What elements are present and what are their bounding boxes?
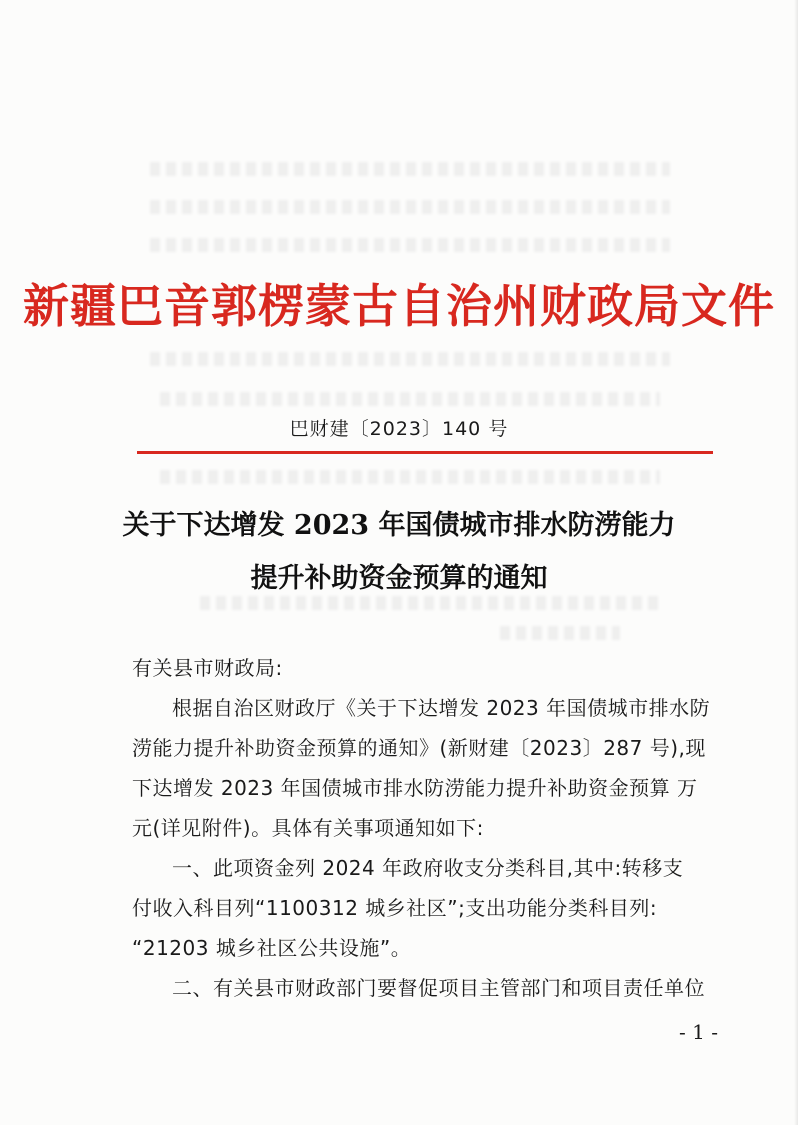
- paragraph-1-line-3: 下达增发 2023 年国债城市排水防涝能力提升补助资金预算 万: [132, 776, 698, 800]
- recipient-line: 有关县市财政局:: [132, 656, 283, 680]
- document-title-line-2: 提升补助资金预算的通知: [250, 563, 548, 594]
- bleed-through-line: [200, 596, 660, 610]
- paragraph-1-line-4: 元(详见附件)。具体有关事项通知如下:: [132, 816, 484, 840]
- paragraph-2-line-3: “21203 城乡社区公共设施”。: [132, 936, 412, 960]
- issuer-header-title: 新疆巴音郭楞蒙古自治州财政局文件: [23, 279, 775, 333]
- bleed-through-line: [150, 162, 670, 176]
- bleed-through-line: [160, 392, 660, 406]
- paragraph-2-line-1: 一、此项资金列 2024 年政府收支分类科目,其中:转移支: [172, 856, 684, 880]
- paragraph-2-line-2: 付收入科目列“1100312 城乡社区”;支出功能分类科目列:: [132, 896, 658, 920]
- paragraph-1-line-1: 根据自治区财政厅《关于下达增发 2023 年国债城市排水防: [172, 696, 711, 720]
- bleed-through-line: [150, 200, 670, 214]
- red-divider-line: [137, 451, 713, 454]
- bleed-through-line: [150, 238, 670, 252]
- page-number: - 1 -: [679, 1020, 718, 1044]
- paragraph-1-line-2: 涝能力提升补助资金预算的通知》(新财建〔2023〕287 号),现: [132, 736, 706, 760]
- paragraph-3-line-1: 二、有关县市财政部门要督促项目主管部门和项目责任单位: [172, 976, 705, 1000]
- document-number: 巴财建〔2023〕140 号: [289, 418, 509, 440]
- bleed-through-line: [500, 626, 620, 640]
- scan-edge-shadow: [794, 0, 798, 1125]
- document-title-line-1: 关于下达增发 2023 年国债城市排水防涝能力: [122, 510, 676, 541]
- bleed-through-line: [150, 352, 670, 366]
- bleed-through-line: [160, 470, 660, 484]
